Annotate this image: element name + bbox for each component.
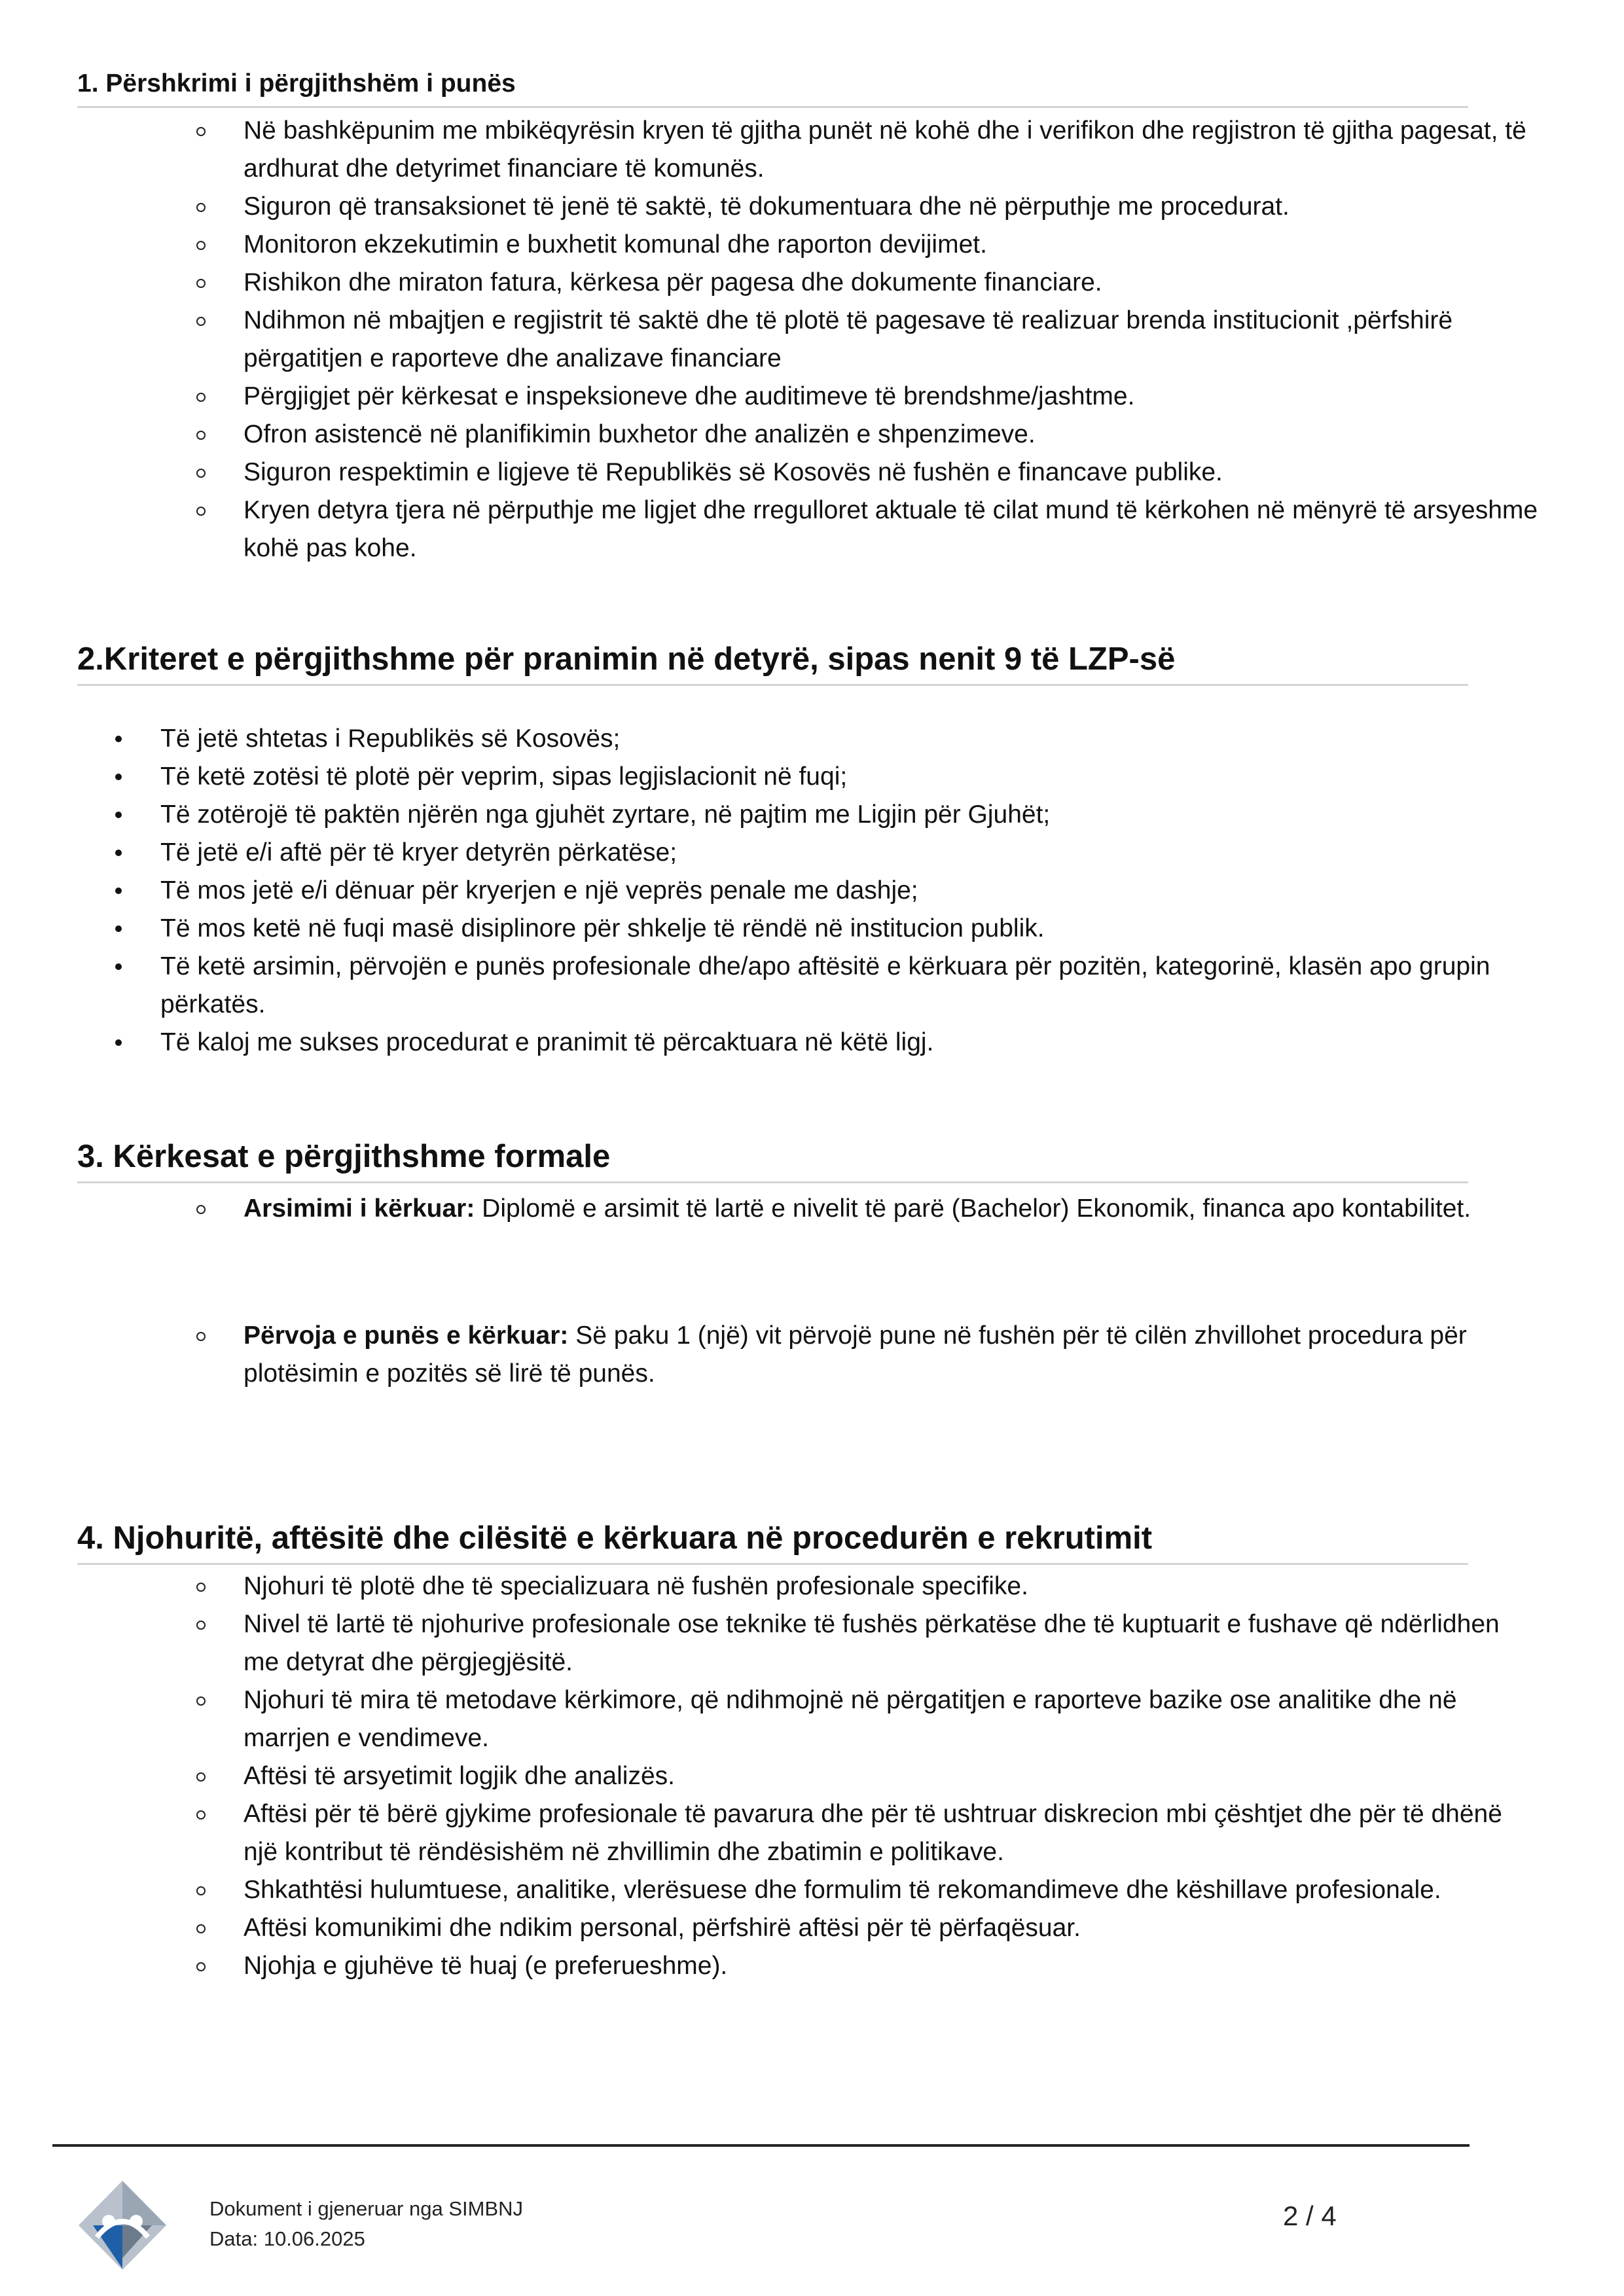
document-date: Data: 10.06.2025 (209, 2227, 365, 2250)
list-item: Aftësi për të bërë gjykime profesionale të pavarura dhe për të ushtruar diskrecion mbi çështjet dhe për të dhënë një kontribut të rëndësishëm në zhvillimin dhe zbatimin e politikave. (77, 1795, 1541, 1871)
section-formal-requirements (77, 1136, 1471, 1393)
circle-bullet-icon (196, 1332, 206, 1341)
list-item-experience: Përvoja e punës e kërkuar: Së paku 1 (një) vit përvojë pune në fushën për të cilën zhvillohet procedura për plotësimin e pozitës së lirë të punës. (77, 1317, 1541, 1393)
list-item: Njohuri të mira të metodave kërkimore, që ndihmojnë në përgatitjen e raporteve bazike ose analitike dhe në marrjen e vendimeve. (77, 1681, 1541, 1757)
list-item: Aftësi të arsyetimit logjik dhe analizës. (77, 1757, 1541, 1795)
circle-bullet-icon (196, 1696, 206, 1706)
section-title: 2.Kriteret e përgjithshme për pranimin në detyrë, sipas nenit 9 të LZP-së (77, 638, 1468, 686)
simbnj-logo-icon (77, 2179, 168, 2271)
list-item: Të kaloj me sukses procedurat e pranimit të përcaktuara në këtë ligj. (77, 1024, 1535, 1062)
circle-bullet-icon (196, 127, 206, 136)
list-item: Njohuri të plotë dhe të specializuara në fushën profesionale specifike. (77, 1568, 1541, 1605)
circle-bullet-icon (196, 1205, 206, 1214)
circle-bullet-icon (196, 1772, 206, 1782)
list-item: Të zotërojë të paktën njërën nga gjuhët zyrtare, në pajtim me Ligjin për Gjuhët; (77, 796, 1535, 834)
list-item: Shkathtësi hulumtuese, analitike, vlerësuese dhe formulim të rekomandimeve dhe këshillave profesionale. (77, 1871, 1541, 1909)
circle-bullet-icon (196, 279, 206, 288)
disc-bullet-icon (115, 774, 122, 780)
footer-info (209, 2194, 523, 2254)
circle-bullet-icon (196, 393, 206, 402)
circle-bullet-icon (196, 1924, 206, 1933)
disc-bullet-icon (115, 888, 122, 894)
generated-by-text: Dokument i gjeneruar nga SIMBNJ (209, 2197, 524, 2220)
list-item: Të mos jetë e/i dënuar për kryerjen e një veprës penale me dashje; (77, 872, 1535, 910)
footer-divider (52, 2144, 1470, 2147)
section-general-criteria (77, 638, 1490, 1062)
list-item: Njohja e gjuhëve të huaj (e preferueshme). (77, 1947, 1541, 1985)
circle-bullet-icon (196, 1962, 206, 1971)
circle-bullet-icon (196, 203, 206, 212)
circle-bullet-icon (196, 469, 206, 478)
criteria-list (77, 720, 1490, 1062)
circle-bullet-icon (196, 317, 206, 326)
disc-bullet-icon (115, 736, 122, 742)
list-item: Rishikon dhe miraton fatura, kërkesa për pagesa dhe dokumente financiare. (77, 264, 1541, 302)
disc-bullet-icon (115, 812, 122, 818)
list-item: Të ketë zotësi të plotë për veprim, sipas legjislacionit në fuqi; (77, 758, 1535, 796)
disc-bullet-icon (115, 850, 122, 856)
list-item: Të mos ketë në fuqi masë disiplinore për shkelje të rëndë në institucion publik. (77, 910, 1535, 948)
disc-bullet-icon (115, 925, 122, 932)
skills-list (77, 1568, 1502, 1985)
disc-bullet-icon (115, 963, 122, 970)
list-item: Përgjigjet për kërkesat e inspeksioneve dhe auditimeve të brendshme/jashtme. (77, 378, 1541, 416)
disc-bullet-icon (115, 1039, 122, 1046)
section-title: 1. Përshkrimi i përgjithshëm i punës (77, 65, 1468, 108)
circle-bullet-icon (196, 1810, 206, 1820)
circle-bullet-icon (196, 507, 206, 516)
list-item: Nivel të lartë të njohurive profesionale ose teknike të fushës përkatëse dhe të kuptuarit e fushave që ndërlidhen me detyrat dhe përgjegjësitë. (77, 1605, 1541, 1681)
list-item: Kryen detyra tjera në përputhje me ligjet dhe rregulloret aktuale të cilat mund të kërkohen në mënyrë të arsyeshme kohë pas kohe. (77, 492, 1541, 567)
list-item: Aftësi komunikimi dhe ndikim personal, përfshirë aftësi për të përfaqësuar. (77, 1909, 1541, 1947)
list-item: Siguron që transaksionet të jenë të saktë, të dokumentuara dhe në përputhje me procedurat. (77, 188, 1541, 226)
section-job-description (77, 65, 1538, 567)
circle-bullet-icon (196, 1621, 206, 1630)
formal-requirements-list (77, 1190, 1471, 1393)
duties-list (77, 112, 1538, 567)
list-item: Të ketë arsimin, përvojën e punës profesionale dhe/apo aftësitë e kërkuara për pozitën, kategorinë, klasën apo grupin përkatës. (77, 948, 1535, 1024)
page-number: 2 / 4 (1283, 2200, 1337, 2231)
list-item: Siguron respektimin e ligjeve të Republikës së Kosovës në fushën e financave publike. (77, 454, 1541, 492)
list-item: Ofron asistencë në planifikimin buxhetor dhe analizën e shpenzimeve. (77, 416, 1541, 454)
section-title: 4. Njohuritë, aftësitë dhe cilësitë e kërkuara në procedurën e rekrutimit (77, 1517, 1468, 1565)
list-item: Të jetë shtetas i Republikës së Kosovës; (77, 720, 1535, 758)
circle-bullet-icon (196, 431, 206, 440)
circle-bullet-icon (196, 241, 206, 250)
section-title: 3. Kërkesat e përgjithshme formale (77, 1136, 1468, 1183)
list-item: Ndihmon në mbajtjen e regjistrit të saktë dhe të plotë të pagesave të realizuar brenda institucionit ,përfshirë përgatitjen e raporteve dhe analizave financiare (77, 302, 1541, 378)
list-item-education: Arsimimi i kërkuar: Diplomë e arsimit të lartë e nivelit të parë (Bachelor) Ekonomik, financa apo kontabilitet. (77, 1190, 1541, 1228)
list-item: Në bashkëpunim me mbikëqyrësin kryen të gjitha punët në kohë dhe i verifikon dhe regjistron të gjitha pagesat, të ardhurat dhe detyrimet financiare të komunës. (77, 112, 1541, 188)
circle-bullet-icon (196, 1886, 206, 1895)
section-knowledge-skills (77, 1517, 1502, 1985)
list-item: Të jetë e/i aftë për të kryer detyrën përkatëse; (77, 834, 1535, 872)
list-item: Monitoron ekzekutimin e buxhetit komunal dhe raporton devijimet. (77, 226, 1541, 264)
circle-bullet-icon (196, 1583, 206, 1592)
